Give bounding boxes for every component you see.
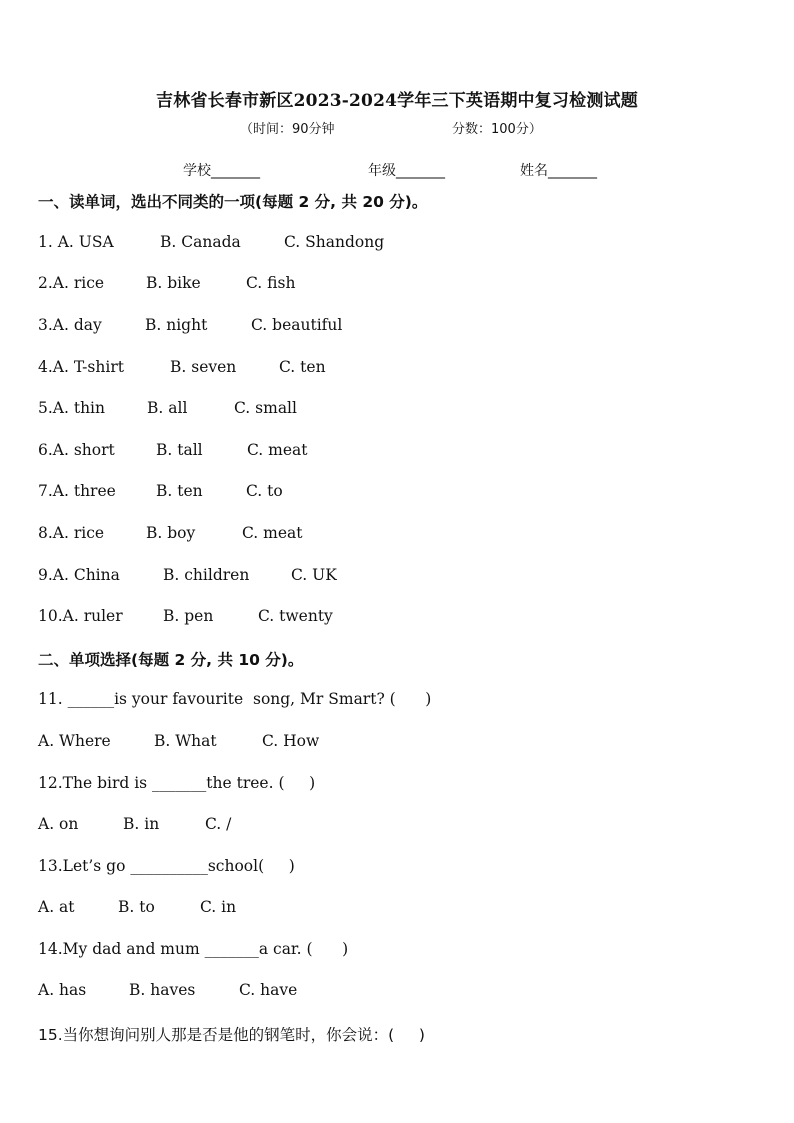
- question-stem: 11. ______is your favourite song, Mr Smart? ( ): [38, 690, 432, 708]
- question-number: 4.: [38, 358, 53, 376]
- option-c: C. beautiful: [251, 316, 343, 334]
- question-number: 2.: [38, 274, 53, 292]
- question-number: 8.: [38, 524, 53, 542]
- question-number: 3.: [38, 316, 53, 334]
- school-field[interactable]: 学校_______: [183, 163, 260, 179]
- page-title: 吉林省长春市新区2023-2024学年三下英语期中复习检测试题: [156, 91, 638, 111]
- option-b: B. tall: [156, 441, 203, 459]
- exam-score: 分数：100分）: [452, 122, 542, 137]
- option-c: C. twenty: [258, 607, 333, 625]
- question-number: 10.: [38, 607, 63, 625]
- option-c: C. How: [262, 732, 320, 750]
- question-number: 9.: [38, 566, 53, 584]
- question-stem: 13.Let’s go __________school( ): [38, 857, 295, 875]
- option-c: C. small: [234, 399, 297, 417]
- option-a: A. day: [52, 316, 102, 334]
- option-a: A. short: [52, 441, 115, 459]
- option-c: C. ten: [279, 358, 326, 376]
- option-b: B. What: [154, 732, 217, 750]
- section-heading: 一、读单词，选出不同类的一项(每题 2 分, 共 20 分)。: [38, 193, 428, 211]
- option-b: B. in: [123, 815, 160, 833]
- option-c: C. fish: [246, 274, 296, 292]
- option-b: B. seven: [170, 358, 237, 376]
- exam-time: （时间：90分钟: [240, 122, 335, 137]
- option-b: B. ten: [156, 482, 203, 500]
- option-a: A. has: [38, 981, 87, 999]
- option-b: B. children: [163, 566, 250, 584]
- option-c: C. Shandong: [284, 233, 385, 251]
- question-stem: 14.My dad and mum _______a car. ( ): [38, 940, 349, 958]
- option-b: B. all: [147, 399, 188, 417]
- question-stem: 15.当你想询问别人那是否是他的钢笔时，你会说：( ): [38, 1026, 425, 1044]
- option-b: B. Canada: [160, 233, 241, 251]
- option-a: A. Where: [38, 732, 111, 750]
- question-number: 5.: [38, 399, 53, 417]
- option-b: B. pen: [163, 607, 214, 625]
- question-stem: 12.The bird is _______the tree. ( ): [38, 774, 316, 792]
- grade-field[interactable]: 年级_______: [368, 163, 445, 179]
- option-c: C. in: [200, 898, 237, 916]
- option-a: A. USA: [57, 233, 114, 251]
- option-a: A. China: [52, 566, 120, 584]
- option-c: C. meat: [247, 441, 308, 459]
- question-number: 6.: [38, 441, 53, 459]
- option-a: A. on: [38, 815, 79, 833]
- option-b: B. boy: [146, 524, 196, 542]
- option-b: B. haves: [129, 981, 196, 999]
- option-c: C. UK: [291, 566, 337, 584]
- option-a: A. thin: [52, 399, 105, 417]
- option-c: C. have: [239, 981, 298, 999]
- option-a: A. rice: [52, 524, 105, 542]
- option-a: A. three: [52, 482, 116, 500]
- option-a: A. ruler: [62, 607, 123, 625]
- option-c: C. to: [246, 482, 283, 500]
- option-a: A. T-shirt: [52, 358, 124, 376]
- question-number: 7.: [38, 482, 53, 500]
- option-a: A. rice: [52, 274, 105, 292]
- section-heading: 二、单项选择(每题 2 分, 共 10 分)。: [38, 651, 304, 669]
- option-b: B. bike: [146, 274, 201, 292]
- option-a: A. at: [38, 898, 75, 916]
- option-b: B. to: [118, 898, 155, 916]
- name-field[interactable]: 姓名_______: [520, 163, 597, 179]
- option-c: C. meat: [242, 524, 303, 542]
- question-number: 1.: [38, 233, 58, 251]
- option-b: B. night: [145, 316, 208, 334]
- option-c: C. /: [205, 815, 232, 833]
